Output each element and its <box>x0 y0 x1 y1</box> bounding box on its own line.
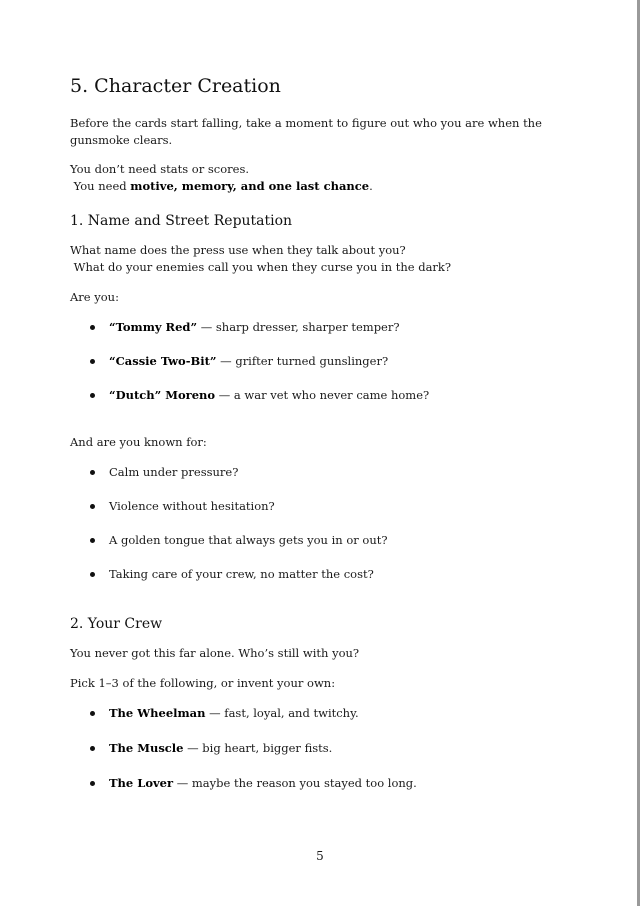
page-number: 5 <box>316 849 324 863</box>
list-item: Violence without hesitation? <box>70 498 570 515</box>
list-item: A golden tongue that always gets you in or out? <box>70 532 570 549</box>
list-item: Taking care of your crew, no matter the cost? <box>70 566 570 583</box>
subsection-title-crew: 2. Your Crew <box>70 616 163 632</box>
list-item: “Dutch” Moreno — a war vet who never came home? <box>70 387 570 404</box>
document-page <box>70 74 570 792</box>
needs-emphasis: motive, memory, and one last chance <box>130 179 370 193</box>
list-item: Calm under pressure? <box>70 464 570 481</box>
list-item: “Cassie Two-Bit” — grifter turned gunslinger? <box>70 353 570 370</box>
crew-pick-instruction: Pick 1–3 of the following, or invent your own: <box>70 676 336 690</box>
needs-line-1: You don’t need stats or scores. <box>70 162 249 176</box>
are-you-label: Are you: <box>70 290 119 304</box>
name-options-list <box>70 319 570 404</box>
known-for-label: And are you known for: <box>70 435 207 449</box>
needs-line-2: You need motive, memory, and one last chance. <box>73 179 373 193</box>
section-title: 5. Character Creation <box>70 75 281 97</box>
intro-paragraph: Before the cards start falling, take a moment to figure out who you are when the gunsmoke clears. <box>70 116 542 147</box>
question-2: What do your enemies call you when they curse you in the dark? <box>73 260 452 274</box>
list-item: The Lover — maybe the reason you stayed too long. <box>70 775 570 792</box>
crew-list <box>70 705 570 792</box>
list-item: “Tommy Red” — sharp dresser, sharper temper? <box>70 319 570 336</box>
crew-intro: You never got this far alone. Who’s still with you? <box>70 646 360 660</box>
list-item: The Wheelman — fast, loyal, and twitchy. <box>70 705 570 722</box>
needs-paragraph <box>70 161 570 195</box>
subsection-title-name-reputation: 1. Name and Street Reputation <box>70 213 293 229</box>
question-1: What name does the press use when they talk about you? <box>70 243 406 257</box>
name-questions <box>70 242 570 276</box>
list-item: The Muscle — big heart, bigger fists. <box>70 740 570 757</box>
known-for-list <box>70 464 570 583</box>
